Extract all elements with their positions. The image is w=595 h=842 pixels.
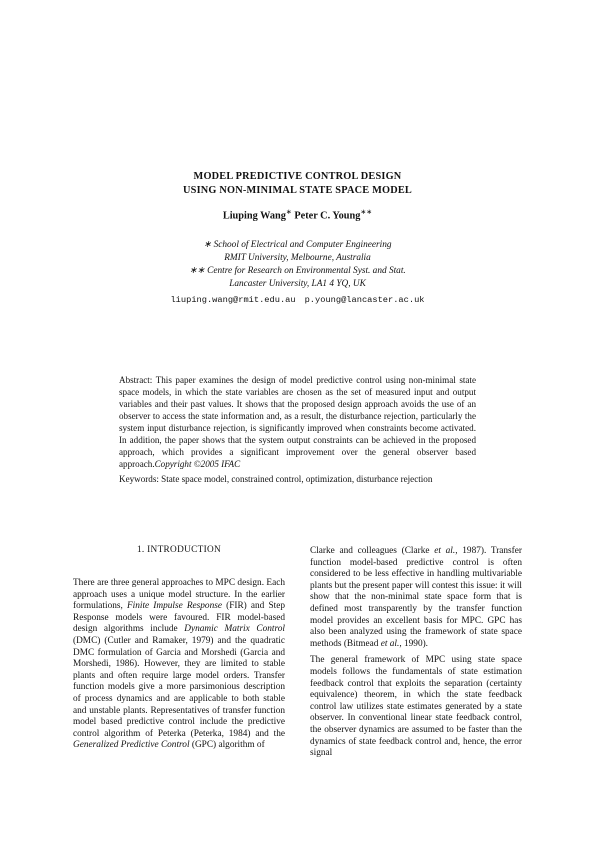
affiliation-line: Lancaster University, LA1 4 YQ, UK <box>229 279 366 289</box>
emphasis-text: et al. <box>434 546 456 556</box>
affiliation-line: ∗∗ Centre for Research on Environmental Syst. and Stat. <box>189 266 406 276</box>
left-column <box>73 578 285 757</box>
paragraph-text: Clarke and colleagues (Clarke <box>310 546 435 556</box>
author-mark: ∗ <box>285 208 292 216</box>
abstract <box>119 374 476 470</box>
copyright-notice: Copyright ©2005 IFAC <box>154 459 241 469</box>
title-line-2: USING NON-MINIMAL STATE SPACE MODEL <box>183 185 412 196</box>
affiliation-line: RMIT University, Melbourne, Australia <box>224 253 371 263</box>
paragraph <box>73 578 285 752</box>
email-line <box>0 295 595 305</box>
keywords: Keywords: State space model, constrained control, optimization, disturbance rejection <box>119 474 433 484</box>
email-address: p.young@lancaster.ac.uk <box>304 295 425 305</box>
right-column <box>310 546 522 765</box>
paragraph-text: (FIR) and Step Response models were favoured. FIR model-based design algorithms include <box>73 601 285 635</box>
author-name: Liuping Wang <box>222 210 286 222</box>
author-mark: ∗∗ <box>360 208 373 216</box>
abstract-text: Abstract: This paper examines the design of model predictive control using non-minimal state space models, in which the state variables are chosen as the set of measured input and output variables and their past values. It shows that the proposed design approach avoids the use of an observer to access the state information and, as a result, the disturbance rejection, particularly the system input disturbance rejection, is significantly improved when constraints become activated. In addition, the paper shows that the system output constraints can be achieved in the proposed approach, which provides a significant improvement over the general observer based approach. <box>119 375 476 469</box>
paragraph-text: There are three general approaches to MPC design. Each approach uses a unique model structure. In the earlier formulations, <box>73 578 285 612</box>
paragraph: The general framework of MPC using state space models follows the fundamentals of state estimation feedback control that exploits the separation (certainty equivalence) theorem, in which the state feedback control law utilizes state estimates generated by a state observer. In conventional linear state feedback control, the observer dynamics are assumed to be faster than the dynamics of state feedback control and, hence, the error signal <box>310 655 522 759</box>
paragraph-text: (DMC) (Cutler and Ramaker, 1979) and the quadratic DMC formulation of Garcia and Morshedi (Garcia and Morshedi, 1986). However, they are limited to stable plants and often require large model orders. Transfer function models give a more parsimonious description of process dynamics and are applicable to both stable and unstable plants. Representatives of transfer function model based predictive control include the predictive control algorithm of Peterka (Peterka, 1984) and the <box>73 635 285 739</box>
title-line-1: MODEL PREDICTIVE CONTROL DESIGN <box>193 171 402 182</box>
emphasis-text: Generalized Predictive Control <box>73 740 190 751</box>
affiliations <box>0 239 595 291</box>
paragraph-text: , 1987). Transfer function model-based predictive control is often considered to be less effective in handling multivariable plants but the present paper will contest this issue: it will show that the non-minimal state space form that is defined most transparently by the transfer function model provides an excellent basis for MPC. GPC has also been analyzed using the framework of state space methods (Bitmead <box>310 546 522 649</box>
author-name: Peter C. Young <box>294 210 361 222</box>
emphasis-text: Finite Impulse Response <box>126 601 222 612</box>
paper-title <box>0 170 595 198</box>
paragraph-text: (GPC) algorithm of <box>189 740 265 751</box>
paragraph <box>310 546 522 650</box>
paragraph-text: , 1990). <box>399 638 429 649</box>
affiliation-line: ∗ School of Electrical and Computer Engineering <box>203 240 392 250</box>
author-line <box>0 208 595 221</box>
emphasis-text: Dynamic Matrix Control <box>184 624 285 635</box>
email-address: liuping.wang@rmit.edu.au <box>170 295 296 305</box>
section-heading: 1. INTRODUCTION <box>136 545 222 555</box>
emphasis-text: et al. <box>380 638 400 649</box>
